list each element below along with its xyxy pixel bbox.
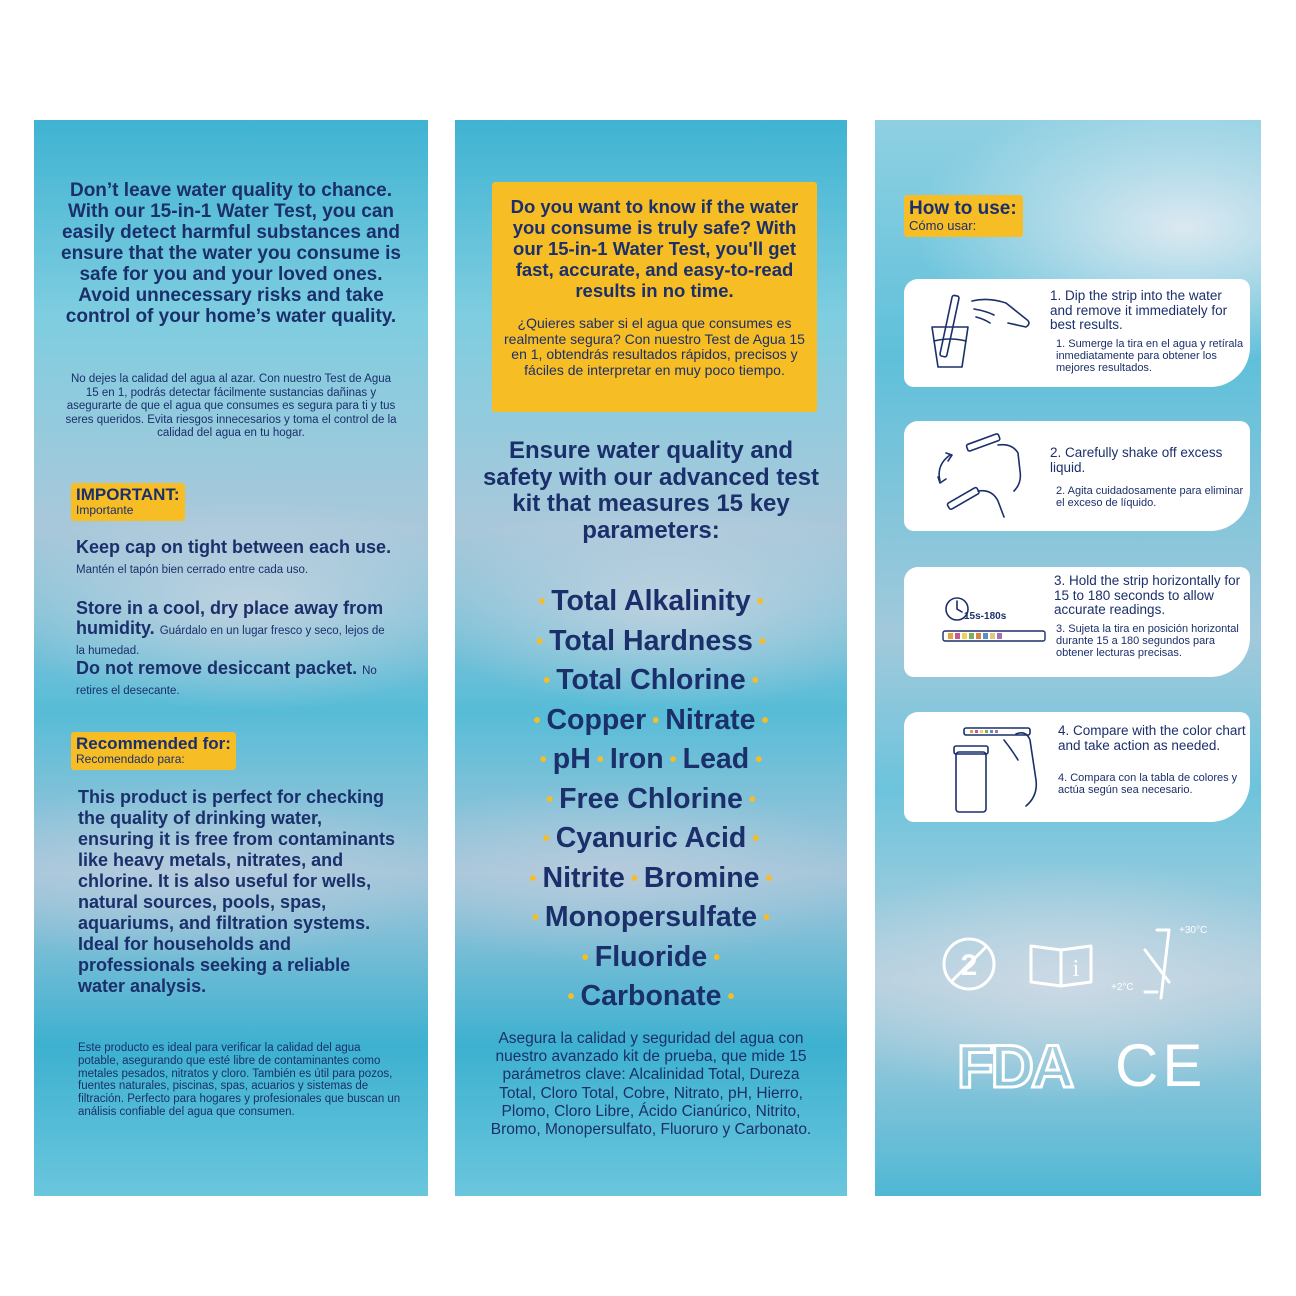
shake-strip-icon — [926, 431, 1046, 523]
strip-icon — [942, 629, 1046, 643]
parameter-row — [455, 939, 847, 979]
step-text-en: 4. Compare with the color chart and take action as needed. — [1058, 723, 1246, 753]
recommended-text-en: This product is perfect for checking the quality of drinking water, ensuring it is free from contaminants like heavy metals, nitrates, and chlorine. It is also useful for wells, natural sources, pools, spas, aquariums, and filtration systems. Ideal for households and professionals seeking a reliable water analysis. — [78, 787, 396, 996]
fda-logo: FDA — [957, 1033, 1072, 1100]
bullet-dot-icon: • — [758, 630, 766, 653]
panel-parameters — [455, 120, 847, 1196]
do-not-reuse-icon — [941, 936, 997, 992]
parameter-row — [455, 899, 847, 939]
parameter-item: Nitrate — [665, 703, 756, 736]
bullet-dot-icon: • — [755, 749, 763, 772]
parameter-row — [455, 741, 847, 781]
howto-subtitle: Cómo usar: — [909, 218, 977, 233]
parameter-row — [455, 623, 847, 663]
parameter-row — [455, 662, 847, 702]
bullet-dot-icon: • — [765, 867, 773, 890]
step-card — [904, 279, 1250, 387]
parameter-item: Lead — [682, 743, 750, 775]
parameter-item: Carbonate — [580, 980, 722, 1012]
step-text-en: 2. Carefully shake off excess liquid. — [1050, 445, 1223, 475]
bullet-dot-icon: • — [581, 946, 589, 969]
bullet-dot-icon: • — [751, 670, 759, 693]
bullet-dot-icon: • — [546, 788, 554, 811]
important-item — [76, 537, 396, 577]
step-card — [904, 712, 1250, 822]
temperature-high-label: +30°C — [1179, 925, 1208, 936]
consult-instructions-icon — [1027, 940, 1097, 990]
bullet-dot-icon: • — [713, 946, 721, 969]
parameter-row — [455, 781, 847, 821]
recommended-title: Recommended for: — [76, 734, 231, 753]
parameter-item: Monopersulfate — [544, 901, 758, 933]
parameter-item: Nitrite — [542, 861, 625, 894]
bullet-dot-icon: • — [536, 630, 544, 653]
parameter-row — [455, 702, 847, 742]
temperature-low-label: +2°C — [1111, 982, 1134, 993]
bullet-dot-icon: • — [752, 828, 760, 851]
parameter-row — [455, 978, 847, 1018]
ensure-text-es: Asegura la calidad y seguridad del agua con nuestro avanzado kit de prueba, que mide 15 parámetros clave: Alcalinidad Total, Dureza Total, Cloro Total, Cobre, Nitrato, pH, Hierro, Plomo, Cloro Libre, Ácido Cianúrico, Nitrito, Bromo, Monopersulfato, Fluoruro y Carbonato. — [490, 1030, 812, 1139]
step-text-en: 3. Hold the strip horizontally for 15 to 180 seconds to allow accurate readings. — [1054, 573, 1241, 617]
bullet-dot-icon: • — [531, 907, 539, 930]
bullet-dot-icon: • — [761, 709, 769, 732]
dip-strip-icon — [928, 289, 1040, 379]
bullet-dot-icon: • — [539, 749, 547, 772]
bullet-dot-icon: • — [538, 591, 546, 614]
panel-how-to-use — [875, 120, 1261, 1196]
bullet-dot-icon: • — [543, 670, 551, 693]
parameter-row — [455, 583, 847, 623]
panel-intro — [34, 120, 428, 1196]
important-item-en: Keep cap on tight between each use. — [76, 537, 392, 557]
parameter-item: pH — [552, 743, 591, 775]
parameter-row — [455, 860, 847, 900]
timer-label: 15s-180s — [964, 611, 1007, 622]
important-tag — [71, 483, 185, 521]
important-item — [76, 658, 396, 698]
no-reuse-digit: 2 — [960, 949, 978, 982]
recommended-text-es: Este producto es ideal para verificar la calidad del agua potable, asegurando que esté libre de contaminantes como metales pesados, nitratos y cloro. También es útil para pozos, fuentes naturales, piscinas, spas, acuarios y sistemas de filtración. Perfecto para hogares y profesionales que buscan un análisis confiable del agua que consumen. — [78, 1042, 401, 1118]
important-subtitle: Importante — [76, 503, 134, 517]
bullet-dot-icon: • — [542, 828, 550, 851]
step-card — [904, 421, 1250, 531]
question-text-en: Do you want to know if the water you consume is truly safe? With our 15-in-1 Water Test, you'll get fast, accurate, and easy-to-read results in no time. — [510, 196, 799, 301]
important-item-en: Do not remove desiccant packet. — [76, 658, 358, 678]
ce-mark: CE — [1115, 1032, 1207, 1099]
bullet-dot-icon: • — [630, 867, 638, 890]
parameter-item: Total Hardness — [549, 624, 753, 657]
howto-tag — [904, 195, 1023, 237]
parameter-item: Free Chlorine — [559, 782, 743, 815]
parameter-item: Bromine — [643, 861, 760, 894]
bullet-dot-icon: • — [748, 788, 756, 811]
bullet-dot-icon: • — [567, 986, 575, 1009]
intro-text-en: Don’t leave water quality to chance. With our 15-in-1 Water Test, you can easily detect harmful substances and ensure that the water you consume is safe for you and your loved ones. Avoid unnecessary risks and take control of your home’s water quality. — [61, 180, 401, 327]
compare-chart-icon — [926, 720, 1046, 816]
question-box — [492, 182, 817, 412]
parameter-row — [455, 820, 847, 860]
parameter-item: Fluoride — [594, 940, 708, 973]
recommended-tag — [71, 732, 236, 770]
parameter-item: Copper — [546, 703, 647, 736]
question-text-es: ¿Quieres saber si el agua que consumes es realmente segura? Con nuestro Test de Agua 15 en 1, obtendrás resultados rápidos, precisos y fáciles de interpretar en muy poco tiempo. — [504, 315, 805, 378]
manual-glyph: i — [1072, 956, 1080, 982]
bullet-dot-icon: • — [727, 986, 735, 1009]
important-item-es: No retires el desecante. — [76, 665, 377, 697]
step-text-es: 2. Agita cuidadosamente para eliminar el exceso de líquido. — [1056, 485, 1244, 509]
bullet-dot-icon: • — [756, 591, 764, 614]
bullet-dot-icon: • — [529, 867, 537, 890]
parameter-item: Iron — [609, 743, 664, 775]
intro-text-es: No dejes la calidad del agua al azar. Con nuestro Test de Agua 15 en 1, podrás detectar fácilmente sustancias dañinas y asegurarte de que el agua que consumes es segura para ti y tus seres queridos. Evita riesgos innecesarios y toma el control de la calidad del agua en tu hogar. — [65, 373, 397, 439]
howto-title: How to use: — [909, 198, 1017, 219]
important-item — [76, 598, 396, 658]
parameter-item: Cyanuric Acid — [555, 822, 747, 854]
important-item-es: Guárdalo en un lugar fresco y seco, lejos de la humedad. — [76, 625, 385, 657]
parameter-item: Total Chlorine — [556, 664, 746, 696]
ensure-heading: Ensure water quality and safety with our advanced test kit that measures 15 key parameters: — [482, 437, 820, 544]
important-item-es: Mantén el tapón bien cerrado entre cada uso. — [76, 564, 309, 576]
step-text-es: 3. Sujeta la tira en posición horizontal durante 15 a 180 segundos para obtener lecturas precisas. — [1056, 623, 1239, 659]
parameter-list — [455, 583, 847, 1018]
bullet-dot-icon: • — [652, 709, 660, 732]
bullet-dot-icon: • — [763, 907, 771, 930]
parameter-item: Total Alkalinity — [551, 585, 751, 617]
important-item-en: Store in a cool, dry place away from humidity. — [76, 598, 384, 638]
step-text-es: 4. Compara con la tabla de colores y actúa según sea necesario. — [1058, 772, 1238, 796]
step-card — [904, 567, 1250, 677]
bullet-dot-icon: • — [533, 709, 541, 732]
important-title: IMPORTANT: — [76, 485, 180, 504]
bullet-dot-icon: • — [596, 749, 604, 772]
step-text-en: 1. Dip the strip into the water and remove it immediately for best results. — [1050, 288, 1228, 332]
bullet-dot-icon: • — [669, 749, 677, 772]
recommended-subtitle: Recomendado para: — [76, 752, 185, 766]
step-text-es: 1. Sumerge la tira en el agua y retírala inmediatamente para obtener los mejores resultados. — [1056, 338, 1244, 374]
